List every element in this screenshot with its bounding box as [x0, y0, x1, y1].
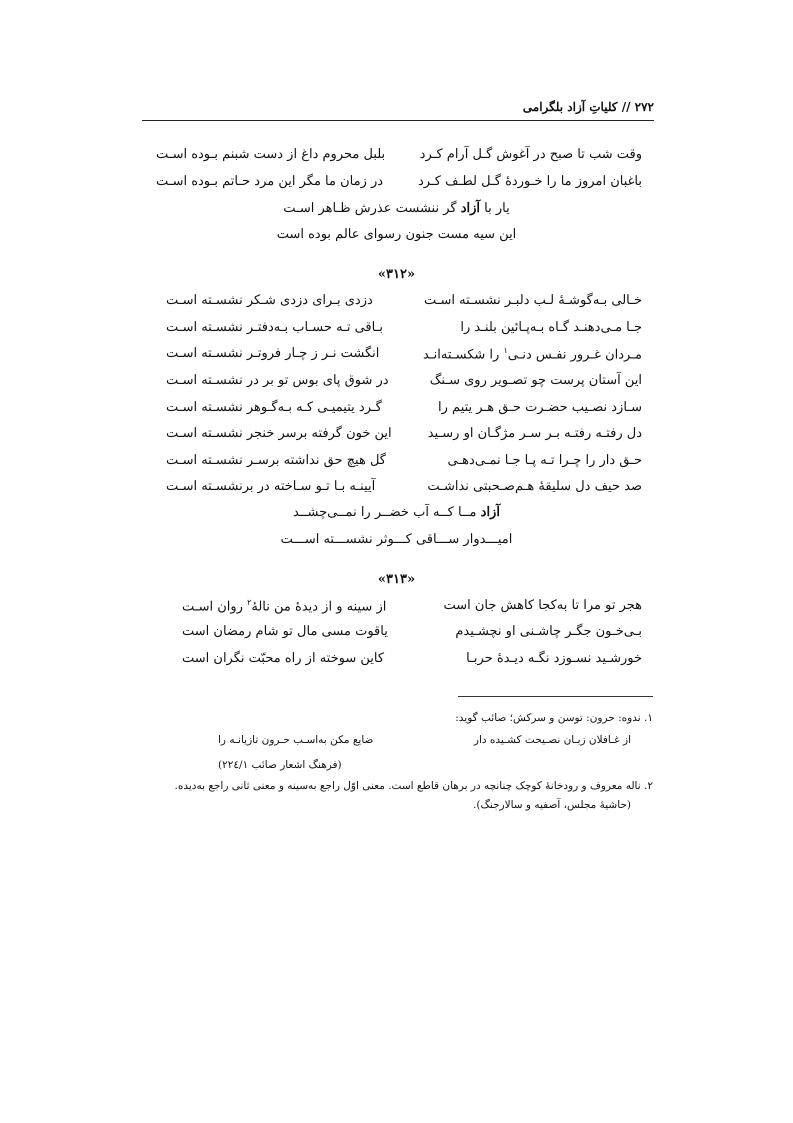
hemistich-second: آیینـه بـا تـو سـاخته در برنشسـته اسـت — [166, 479, 376, 494]
footnote-divider — [458, 696, 653, 697]
poem-number: «۳۱۳» — [377, 572, 416, 587]
hemistich-first: این آستان پرست چو تصـویر روی سـنگ — [429, 373, 642, 388]
hemistich-first: خورشـید نسـوزد نگـه دیـدهٔ حربـا — [466, 651, 642, 666]
couplet — [166, 453, 642, 475]
hemistich-first: مـردان غـرور نفـس دنـی$^۱$ را شکسـته‌انـد — [423, 346, 642, 363]
couplet — [166, 426, 642, 448]
final-couplet-line: آزاد مــا کــه آب خضــر را نمــی‌چشــد — [293, 505, 500, 520]
hemistich-first: صد حیف دل سلیقهٔ هـم‌صـحبتی نداشـت — [427, 479, 642, 494]
poet-pen-name: آزاد — [480, 505, 500, 520]
couplet — [156, 147, 642, 169]
couplet — [182, 651, 642, 673]
hemistich-second: دزدی بـرای دزدی شـکر نشسـته اسـت — [166, 293, 373, 308]
hemistich-second: یاقوت مسی مال تو شام رمضان است — [182, 624, 388, 639]
couplet — [156, 174, 642, 196]
hemistich-first: دل رفتـه رفتـه بـر سـر مژگـان او رسـید — [427, 426, 642, 441]
hemistich-first: وقت شب تا صبح در آغوش گـل آرام کـرد — [419, 147, 642, 162]
couplet — [166, 373, 642, 395]
footnote-1-verse-second: ضایع مکن به‌اسـب حـرون تازیانـه را — [218, 734, 374, 746]
hemistich-second: بلبل محروم داغ از دست شبنم بـوده اسـت — [156, 147, 386, 162]
hemistich-second: کاین سوخته از راه محبّت نگران است — [182, 651, 385, 666]
hemistich-first: سـازد نصـیب حضـرت حـق هـر یتیم را — [438, 400, 642, 415]
final-couplet-line: امیـــدوار ســـاقی کـــوثر نشســـته اســـت — [280, 532, 513, 547]
couplet — [166, 346, 642, 368]
couplet — [166, 479, 642, 501]
footnote-ref: ۲ — [247, 598, 252, 607]
hemistich-second: بـاقی تـه حسـاب بـه‌دفتـر نشسـته اسـت — [166, 320, 384, 335]
hemistich-second: انگشت نـر ز چـار فروتـر نشسـته اسـت — [166, 346, 380, 361]
couplet — [166, 320, 642, 342]
page-number: ۲۷۲ — [634, 100, 654, 114]
couplet — [166, 400, 642, 422]
hemistich-second: در شوق پای بوس تو بر در نشسـته اسـت — [166, 373, 389, 388]
couplet — [182, 624, 642, 646]
hemistich-second: این خون گرفته برسر خنجر نشسـته اسـت — [166, 426, 392, 441]
hemistich-second: گل هیچ حق نداشته برسـر نشسـته اسـت — [166, 453, 386, 468]
hemistich-first: باغبان امروز ما را خـوردهٔ گـل لطـف کـرد — [418, 174, 642, 189]
poem-number: «۳۱۲» — [377, 267, 416, 282]
footnote-1-verse-first: از غـافلان زبـان نصـیحت کشـیده دار — [473, 734, 631, 746]
footnote-1: ۱. ندوه: حرون: توسن و سرکش؛ صائب گوید: — [455, 712, 653, 724]
final-couplet-line: یار با آزاد گر ننشست عذرش ظـاهر اسـت — [283, 201, 510, 216]
couplet — [182, 598, 642, 620]
couplet — [166, 293, 642, 315]
footnote-1-reference: (فرهنگ اشعار صائب ۲۲٤/۱) — [218, 759, 342, 771]
footnote-2-continuation: (حاشیهٔ مجلس، آصفیه و سالارجنگ). — [473, 799, 631, 811]
hemistich-second: در زمان ما مگر این مرد حـاتم بـوده اسـت — [156, 174, 384, 189]
running-header — [142, 98, 654, 121]
hemistich-first: هجر تو مرا تا به‌کجا کاهش جان است — [443, 598, 642, 613]
hemistich-second: از سینه و از دیدهٔ من نالهٔ$^۲$ روان اسـت — [182, 598, 387, 615]
hemistich-first: جـا مـی‌دهنـد گـاه بـه‌پـائین بلنـد را — [460, 320, 642, 335]
header-separator: // — [621, 100, 631, 114]
hemistich-second: گـرد یتیمیـی کـه بـه‌گـوهر نشسـته اسـت — [166, 400, 382, 415]
hemistich-first: حـق دار را چـرا تـه پـا جـا نمـی‌دهـی — [447, 453, 642, 468]
final-couplet-line: این سیه مست جنون رسوای عالم بوده است — [276, 227, 517, 242]
footnote-ref: ۱ — [503, 346, 508, 355]
poet-pen-name: آزاد — [460, 201, 481, 216]
hemistich-first: بـی‌خـون جگـر چاشـنی او نچشـیدم — [455, 624, 642, 639]
book-title: کلیاتِ آزاد بلگرامی — [522, 100, 618, 114]
hemistich-first: خـالی بـه‌گوشـهٔ لـب دلبـر نشسـته اسـت — [423, 293, 642, 308]
footnote-2: ۲. ناله معروف و رودخانهٔ کوچک چنانچه در برهان قاطع است. معنی اوّل راجع به‌سینه و معنی ثانی راجع به‌دیده. — [174, 780, 653, 792]
